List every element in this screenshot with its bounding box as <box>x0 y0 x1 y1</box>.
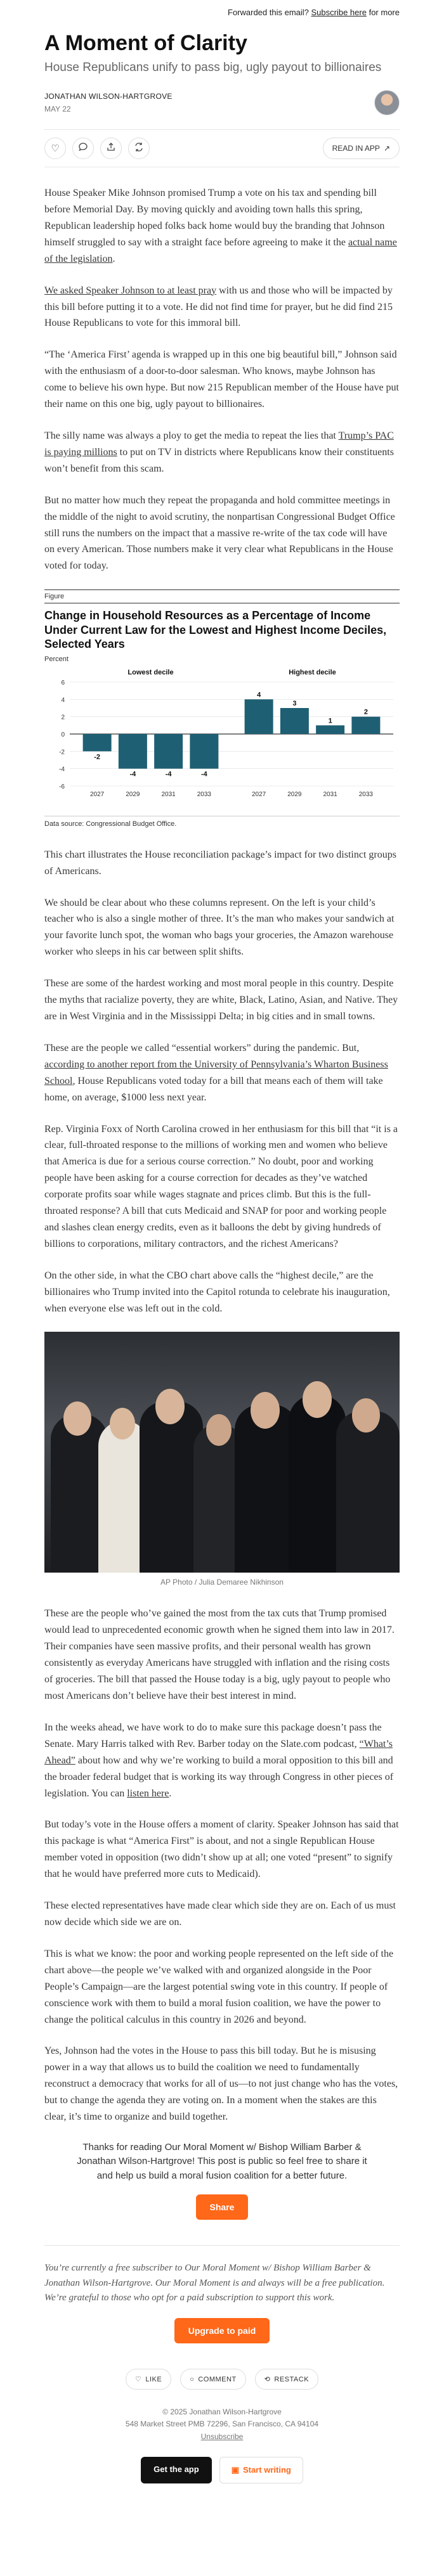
paragraph: These are some of the hardest working and most moral people in this country. Despite the myths that racialize poverty, they are white, Black, Latino, Asian, and Native. They are in West Virginia and in the Mississippi Delta; in big cities and in small towns. <box>44 978 398 1022</box>
paragraph-text: to put on TV in districts where Republicans know their constituents won’t benefit from this scam. <box>44 446 394 474</box>
post-action-bar <box>44 129 400 167</box>
trump-pac-link[interactable]: Trump’s PAC is paying millions <box>44 430 394 458</box>
paragraph-text: In the weeks ahead, we have work to do to make sure this package doesn’t pass the Senate. Mary Harris talked with Rev. Barber today on the Slate.com podcast, <box>44 1722 382 1749</box>
y-tick-label: 0 <box>61 731 65 738</box>
like-label: LIKE <box>145 2375 162 2383</box>
paragraph: Rep. Virginia Foxx of North Carolina crowed in her enthusiasm for this bill that “it is a clear, full-throated response to the millions of working men and women who believe that America is due for a serious course correction.” No doubt, poor and working people have been asking for a course correction for decades as they’ve watched corporate profits soar while wages stagnate and prices climb. But this is the full-throated response? A bill that cuts Medicaid and SNAP for poor and working people and slashes clean energy credits, even as it balloons the debt by giving hundreds of billions to corporations, military contractors, and the richest Americans? <box>44 1123 398 1249</box>
forward-prefix: Forwarded this email? <box>228 8 309 17</box>
x-tick-label: 2029 <box>287 790 302 798</box>
legislation-name-link[interactable]: actual name of the legislation <box>44 236 397 264</box>
x-tick-label: 2031 <box>323 790 337 798</box>
external-arrow-icon: ↗ <box>383 144 390 153</box>
paragraph: This is what we know: the poor and working people represented on the left side of the chart above—the people we’ve walked with and organized alongside in the Poor People’s Campaign—are the largest potential swing vote in this country. If people of conscience work with them to build a moral fusion coalition, we have the power to change the political calculus in this country in 2026 and beyond. <box>44 1948 394 2025</box>
upgrade-button[interactable]: Upgrade to paid <box>174 2318 270 2343</box>
group-label: Highest decile <box>289 668 336 676</box>
billionaires-inauguration-photo[interactable] <box>44 1332 400 1573</box>
y-tick-label: -6 <box>59 783 65 790</box>
paragraph <box>44 1040 400 1106</box>
data-label: -4 <box>165 770 172 778</box>
read-in-app-button[interactable] <box>323 138 400 159</box>
paragraph-text: The silly name was always a ploy to get the media to repeat the lies that <box>44 430 336 441</box>
cbo-chart-figure <box>44 589 400 828</box>
comment-button[interactable] <box>72 138 94 159</box>
author-name[interactable]: JONATHAN WILSON-HARTGROVE <box>44 92 173 101</box>
subscription-note <box>44 2245 400 2343</box>
paragraph-text: . <box>169 1787 172 1799</box>
address: 548 Market Street PMB 72296, San Francisco, CA 94104 <box>125 2419 319 2429</box>
share-button[interactable] <box>100 138 122 159</box>
paragraph <box>44 1720 400 1802</box>
paragraph: These elected representatives have made clear which side they are on. Each of us must now decide which side we are on. <box>44 1900 396 1928</box>
paragraph-text: , House Republicans voted today for a bill that means each of them will take home, on average, $1000 less next year. <box>44 1075 383 1103</box>
byline <box>44 90 400 115</box>
footer-actions <box>44 2369 400 2390</box>
bar <box>154 734 183 769</box>
copyright: © 2025 Jonathan Wilson-Hartgrove <box>162 2407 282 2417</box>
app-buttons <box>44 2457 400 2483</box>
x-tick-label: 2033 <box>197 790 211 798</box>
figure-label: Figure <box>44 590 400 603</box>
bar <box>245 699 273 734</box>
restack-icon <box>134 142 144 155</box>
footer-restack-button[interactable] <box>255 2369 318 2390</box>
y-tick-label: 4 <box>61 697 65 704</box>
share-icon <box>106 142 116 155</box>
heart-icon: ♡ <box>51 143 60 154</box>
paragraph-text: with us and those who will be impacted by this bill before putting it to a vote. He did not find time for prayer, but he did find 215 House Republicans to vote for this immoral bill. <box>44 285 393 329</box>
comment-label: COMMENT <box>198 2375 237 2383</box>
footer-comment-button[interactable] <box>180 2369 245 2390</box>
post-subtitle: House Republicans unify to pass big, ugly payout to billionaires <box>44 61 382 75</box>
photo-caption: AP Photo / Julia Demaree Nikhinson <box>160 1578 284 1587</box>
share-post-button[interactable]: Share <box>196 2194 249 2220</box>
paragraph-text: about how and why we’re working to build a moral opposition to this bill and the broader federal budget that is working its way through Congress in other pieces of legislation. You can <box>44 1755 394 1799</box>
x-tick-label: 2033 <box>358 790 373 798</box>
heart-icon: ♡ <box>134 2376 142 2384</box>
data-label: 1 <box>328 717 332 725</box>
start-writing-label: Start writing <box>242 2465 291 2475</box>
whats-ahead-link[interactable]: “What’s Ahead” <box>44 1738 393 1766</box>
bar-chart <box>44 663 400 809</box>
data-label: 4 <box>257 691 261 699</box>
bar <box>280 708 309 734</box>
group-label: Lowest decile <box>127 668 174 676</box>
start-writing-button[interactable] <box>219 2457 303 2483</box>
pray-link[interactable]: We asked Speaker Johnson to at least pray <box>44 285 217 296</box>
post-date: MAY 22 <box>44 105 71 114</box>
paragraph <box>44 283 400 332</box>
paragraph-text: . <box>112 253 115 264</box>
restack-icon: ⟲ <box>264 2376 271 2384</box>
paragraph <box>44 185 400 267</box>
paragraph: Yes, Johnson had the votes in the House to pass this bill today. But he is misusing power in a way that allows us to build the coalition we need to fundamentally reconstruct a democracy that works for all of us—to not just change who has the votes, but to change the agenda they are voting on. In a moment when the stakes are this clear, it’s time to organize and build together. <box>44 2045 398 2123</box>
paragraph: We should be clear about who these columns represent. On the left is your child’s teacher who is also a single mother of three. It’s the man who makes your sandwich at your favorite lunch spot, the woman who bags your groceries, the Amazon warehouse worker who sleeps in his car between split shifts. <box>44 897 395 958</box>
chart-source: Data source: Congressional Budget Office. <box>44 816 400 828</box>
paragraph: These are the people who’ve gained the most from the tax cuts that Trump promised would lead to unprecedented economic growth when he signed them into law in 2017. Their companies have seen massive profits, and their personal wealth has grown consistently as everyday Americans have struggled with inflation and the rising costs of groceries. The bill that passed the House today is a big, ugly payout to people who most Americans don’t believe have their best interest in mind. <box>44 1608 395 1701</box>
wharton-report-link[interactable]: according to another report from the University of Pennsylvania’s Wharton Business School <box>44 1059 388 1086</box>
paragraph: But today’s vote in the House offers a moment of clarity. Speaker Johnson has said that this package is what “America First” is about, and not a single Republican House member voted in opposition (two didn’t show up at all; one voted “present” to signify that he would have preferred more cuts to Medicaid). <box>44 1819 399 1880</box>
post-body <box>44 185 400 2125</box>
x-tick-label: 2029 <box>126 790 140 798</box>
forward-suffix: for more <box>369 8 400 17</box>
restack-button[interactable] <box>128 138 150 159</box>
paragraph-text: These are the people we called “essential workers” during the pandemic. But, <box>44 1042 360 1053</box>
closing-message: Thanks for reading Our Moral Moment w/ Bishop William Barber & Jonathan Wilson-Hartgrove! This post is public so feel free to share it and help us build a moral fusion coalition for a better future. <box>77 2141 367 2181</box>
legal-footer <box>44 2406 400 2443</box>
bar <box>190 734 218 769</box>
paragraph-text: House Speaker Mike Johnson promised Trump a vote on his tax and spending bill before Memorial Day. By moving quickly and avoiding town halls this spring, Republican leadership hoped folks back home would buy the branding that Johnson himself struggled to say with a straight face before agreeing to make it the <box>44 188 385 248</box>
paragraph: But no matter how much they repeat the propaganda and hold committee meetings in the middle of the night to avoid scrutiny, the nonpartisan Congressional Budget Office still runs the numbers on the impact that a massive re-write of the tax code will have on every American. Those numbers make it very clear what Republicans in the House voted for today. <box>44 494 395 572</box>
x-tick-label: 2031 <box>161 790 176 798</box>
y-tick-label: 6 <box>61 679 65 686</box>
y-tick-label: -4 <box>59 766 65 773</box>
comment-icon <box>78 142 88 155</box>
subscribe-link[interactable]: Subscribe here <box>311 8 367 17</box>
chart-title: Change in Household Resources as a Percentage of Income Under Current Law for the Lowest and Highest Income Deciles, Selected Years <box>44 609 387 651</box>
y-tick-label: 2 <box>61 714 65 721</box>
data-label: 2 <box>363 708 368 716</box>
like-button[interactable] <box>44 138 66 159</box>
author-avatar[interactable] <box>374 90 400 115</box>
paragraph: This chart illustrates the House reconciliation package’s impact for two distinct groups of Americans. <box>44 849 396 877</box>
forward-banner <box>44 0 400 17</box>
substack-logo-icon: ▣ <box>231 2464 239 2475</box>
paragraph <box>44 428 400 477</box>
bar <box>83 734 112 751</box>
paragraph: On the other side, in what the CBO chart above calls the “highest decile,” are the billionaires who Trump invited into the Capitol rotunda to celebrate his inauguration, when everyone else was left out in the cold. <box>44 1270 390 1314</box>
post-title[interactable]: A Moment of Clarity <box>44 31 247 55</box>
bar <box>351 716 380 733</box>
read-in-app-label: READ IN APP <box>332 144 380 153</box>
x-tick-label: 2027 <box>90 790 105 798</box>
data-label: -4 <box>129 770 136 778</box>
footer-like-button[interactable] <box>126 2369 171 2390</box>
unsubscribe-link[interactable]: Unsubscribe <box>200 2431 244 2441</box>
y-tick-label: -2 <box>59 749 65 756</box>
get-app-button[interactable]: Get the app <box>141 2457 212 2483</box>
listen-here-link[interactable]: listen here <box>127 1787 169 1799</box>
paragraph: “The ‘America First’ agenda is wrapped up in this one big beautiful bill,” Johnson said with the enthusiasm of a door-to-door salesman. Who knows, maybe Johnson has come to believe his own hype. But now 215 Republican member of the House have put their name on this one big, ugly payout to billionaires. <box>44 349 399 410</box>
data-label: -2 <box>94 753 101 761</box>
data-label: 3 <box>292 699 297 707</box>
subscription-text: You’re currently a free subscriber to Our Moral Moment w/ Bishop William Barber & Jonathan Wilson-Hartgrove. Our Moral Moment is and always will be a free publication. We’re grateful to those who opt for a paid subscription to support this work. <box>44 2263 385 2303</box>
restack-label: RESTACK <box>274 2375 310 2383</box>
bar <box>119 734 147 769</box>
bar <box>316 725 344 734</box>
comment-icon: ○ <box>190 2375 195 2383</box>
x-tick-label: 2027 <box>252 790 266 798</box>
chart-unit: Percent <box>44 655 69 663</box>
data-label: -4 <box>200 770 207 778</box>
